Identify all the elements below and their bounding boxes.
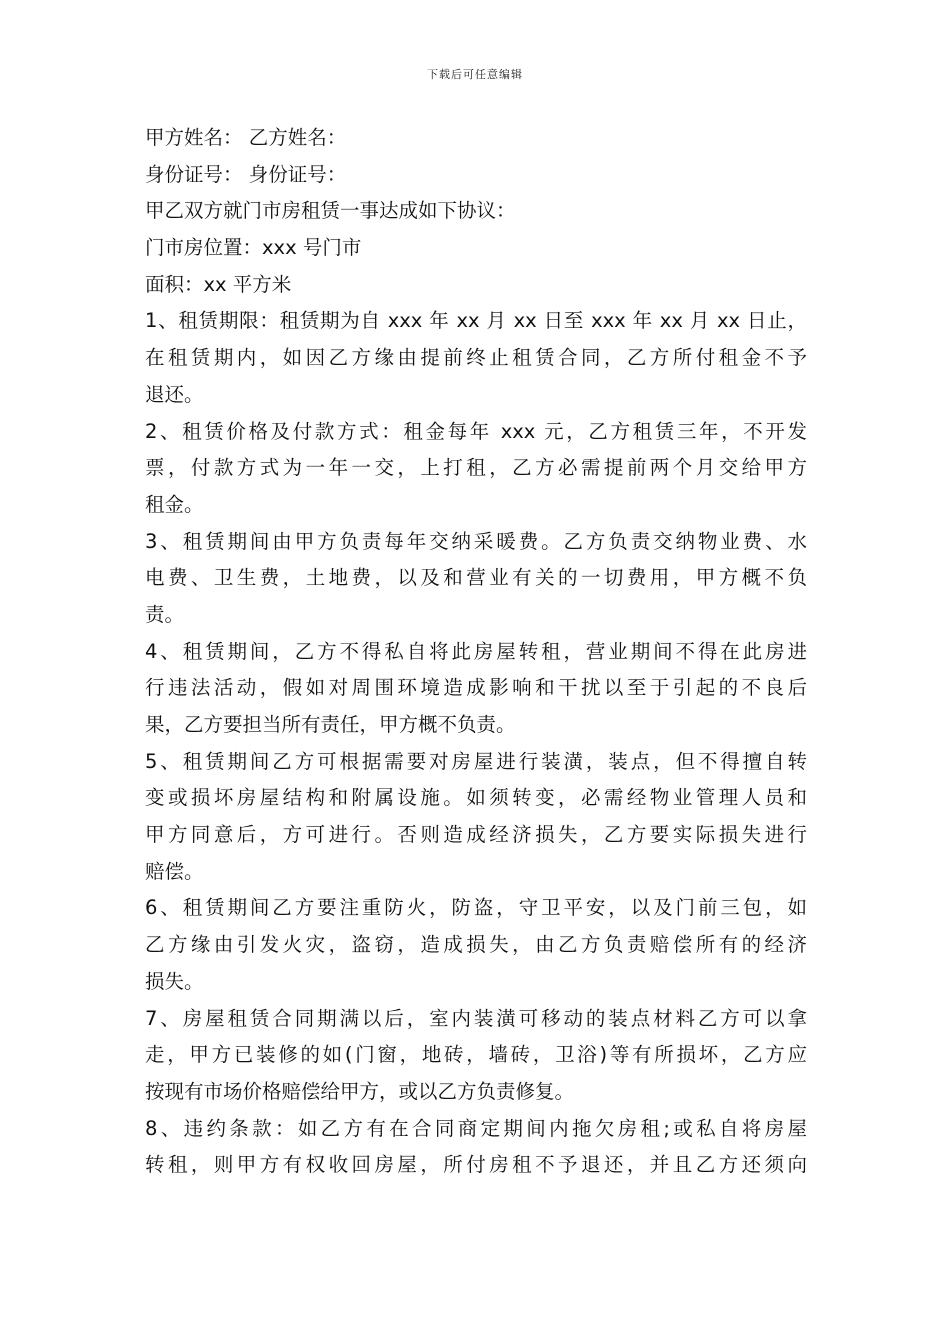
document-line: 赔偿。 <box>145 859 204 883</box>
document-line: 退还。 <box>145 382 204 406</box>
document-line: 6、租赁期间乙方要注重防火，防盗，守卫平安，以及门前三包，如 <box>145 896 807 920</box>
document-line: 面积：xx 平方米 <box>145 272 292 296</box>
document-line: 租金。 <box>145 492 204 516</box>
document-line: 甲方姓名： 乙方姓名： <box>145 126 347 149</box>
document-line: 甲乙双方就门市房租赁一事达成如下协议： <box>145 199 516 223</box>
document-line: 3、租赁期间由甲方负责每年交纳采暖费。乙方负责交纳物业费、水 <box>145 529 807 553</box>
document-line: 行违法活动，假如对周围环境造成影响和干扰以至于引起的不良后 <box>145 676 807 700</box>
document-line: 4、租赁期间，乙方不得私自将此房屋转租，营业期间不得在此房进 <box>145 639 807 663</box>
document-line: 责。 <box>145 602 185 626</box>
document-line: 8、违约条款：如乙方有在合同商定期间内拖欠房租;或私自将房屋 <box>145 1116 807 1140</box>
document-line: 1、租赁期限：租赁期为自 xxx 年 xx 月 xx 日至 xxx 年 xx 月 xx 日止， <box>145 309 807 333</box>
document-line: 5、租赁期间乙方可根据需要对房屋进行装潢，装点，但不得擅自转 <box>145 749 807 773</box>
document-line: 果，乙方要担当所有责任，甲方概不负责。 <box>145 713 516 736</box>
document-line: 身份证号： 身份证号： <box>145 162 347 186</box>
document-line: 门市房位置：xxx 号门市 <box>145 236 362 260</box>
page-header: 下载后可任意编辑 <box>427 68 523 81</box>
document-line: 7、房屋租赁合同期满以后，室内装潢可移动的装点材料乙方可以拿 <box>145 1006 807 1030</box>
document-line: 在租赁期内，如因乙方缘由提前终止租赁合同，乙方所付租金不予 <box>145 346 807 370</box>
document-line: 转租，则甲方有权收回房屋，所付房租不予退还，并且乙方还须向 <box>145 1153 807 1177</box>
document-line: 损失。 <box>145 969 204 993</box>
document-line: 走，甲方已装修的如(门窗，地砖，墙砖，卫浴)等有所损坏，乙方应 <box>145 1043 807 1067</box>
document-line: 乙方缘由引发火灾，盗窃，造成损失，由乙方负责赔偿所有的经济 <box>145 933 807 957</box>
document-body <box>145 120 807 1184</box>
document-line: 2、租赁价格及付款方式：租金每年 xxx 元，乙方租赁三年，不开发 <box>145 419 807 443</box>
document-line: 按现有市场价格赔偿给甲方，或以乙方负责修复。 <box>145 1079 575 1103</box>
document-line: 票，付款方式为一年一交，上打租，乙方必需提前两个月交给甲方 <box>145 456 807 480</box>
document-line: 甲方同意后，方可进行。否则造成经济损失，乙方要实际损失进行 <box>145 823 807 847</box>
document-line: 电费、卫生费，土地费，以及和营业有关的一切费用，甲方概不负 <box>145 566 807 590</box>
document-line: 变或损坏房屋结构和附属设施。如须转变，必需经物业管理人员和 <box>145 786 807 810</box>
